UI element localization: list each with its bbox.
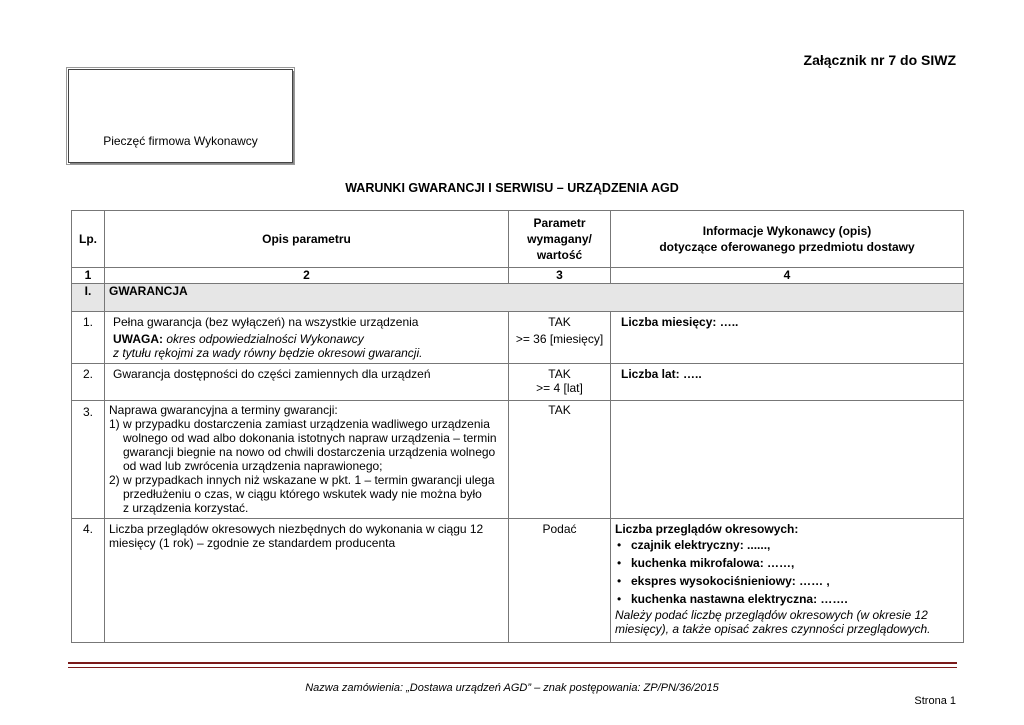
col-number: 1 <box>72 268 105 284</box>
note-label: UWAGA: <box>113 332 163 346</box>
list-item: 2) w przypadkach innych niż wskazane w pkt. 1 – termin gwarancji ulega <box>109 473 495 487</box>
header-param-line2: wymagany/ <box>527 232 592 246</box>
table-row <box>72 401 964 519</box>
param-value: TAK <box>548 315 571 329</box>
company-stamp-box <box>68 69 293 163</box>
stamp-label: Pieczęć firmowa Wykonawcy <box>103 134 258 148</box>
header-param-line3: wartość <box>536 248 583 262</box>
row-lp: 3. <box>72 401 105 519</box>
footer-divider-thin <box>68 667 957 668</box>
list-item: • kuchenka mikrofalowa: ……, <box>615 554 959 572</box>
inspection-list <box>615 536 959 608</box>
section-label: GWARANCJA <box>105 284 964 312</box>
header-lp: Lp. <box>72 211 105 268</box>
row-param <box>509 364 611 401</box>
column-number-row <box>72 268 964 284</box>
col-number: 2 <box>105 268 509 284</box>
document-title: WARUNKI GWARANCJI I SERWISU – URZĄDZENIA AGD <box>345 181 679 195</box>
param-value: TAK <box>548 367 571 381</box>
header-opis: Opis parametru <box>105 211 509 268</box>
param-value-2: >= 4 [lat] <box>536 381 583 395</box>
note-text: okres odpowiedzialności Wykonawcy <box>163 332 364 346</box>
warranty-table <box>71 210 964 643</box>
row-desc-text: Pełna gwarancja (bez wyłączeń) na wszystkie urządzenia <box>113 315 419 329</box>
header-info-line1: Informacje Wykonawcy (opis) <box>702 224 872 238</box>
row-desc-text: Naprawa gwarancyjna a terminy gwarancji: <box>109 403 338 417</box>
row-desc <box>105 312 509 364</box>
note-text-2: z tytułu rękojmi za wady równy będzie okresowi gwarancji. <box>113 346 423 360</box>
section-number: I. <box>72 284 105 312</box>
col-number: 4 <box>611 268 964 284</box>
row-param: Podać <box>509 519 611 643</box>
info-title: Liczba przeglądów okresowych: <box>615 522 799 536</box>
info-note-2: miesięcy), a także opisać zakres czynności przeglądowych. <box>615 622 931 636</box>
row-info <box>611 519 964 643</box>
header-param <box>509 211 611 268</box>
footer-divider <box>68 662 957 664</box>
col-number: 3 <box>509 268 611 284</box>
table-row <box>72 364 964 401</box>
row-desc <box>105 401 509 519</box>
list-item-cont: wolnego od wad albo dokonania istotnych napraw urządzenia – termin <box>123 431 497 445</box>
row-info: Liczba miesięcy: ….. <box>611 312 964 364</box>
row-info <box>611 401 964 519</box>
row-info: Liczba lat: ….. <box>611 364 964 401</box>
annex-label: Załącznik nr 7 do SIWZ <box>803 52 956 68</box>
row-desc <box>105 519 509 643</box>
list-item: 1) w przypadku dostarczenia zamiast urządzenia wadliwego urządzenia <box>109 417 490 431</box>
param-value-2: >= 36 [miesięcy] <box>515 332 604 346</box>
list-item-cont: przedłużeniu o czas, w ciągu którego wskutek wady nie można było <box>123 487 482 501</box>
header-row <box>72 211 964 268</box>
list-item-cont: gwarancji biegnie na nowo od chwili dostarczenia urządzenia wolnego <box>123 445 496 459</box>
row-note <box>113 332 504 346</box>
header-param-line1: Parametr <box>533 216 586 230</box>
row-lp: 4. <box>72 519 105 643</box>
row-lp: 1. <box>72 312 105 364</box>
row-desc-text: Liczba przeglądów okresowych niezbędnych do wykonania w ciągu 12 <box>109 522 484 536</box>
row-param: TAK <box>509 401 611 519</box>
row-param <box>509 312 611 364</box>
table-row <box>72 519 964 643</box>
page-number: Strona 1 <box>914 695 956 707</box>
row-desc: Gwarancja dostępności do części zamiennych dla urządzeń <box>105 364 509 401</box>
header-info <box>611 211 964 268</box>
header-info-line2: dotyczące oferowanego przedmiotu dostawy <box>659 240 915 254</box>
list-item-cont: z urządzenia korzystać. <box>123 501 249 515</box>
row-desc-text-2: miesięcy (1 rok) – zgodnie ze standardem producenta <box>109 536 396 550</box>
list-item-cont: od wad lub zwrócenia urządzenia naprawionego; <box>123 459 383 473</box>
footer-text: Nazwa zamówienia: „Dostawa urządzeń AGD” – znak postępowania: ZP/PN/36/2015 <box>305 682 719 694</box>
info-note: Należy podać liczbę przeglądów okresowych (w okresie 12 <box>615 608 928 622</box>
section-row <box>72 284 964 312</box>
list-item: • czajnik elektryczny: ......, <box>615 536 959 554</box>
table-row <box>72 312 964 364</box>
list-item: • kuchenka nastawna elektryczna: ……. <box>615 590 959 608</box>
row-lp: 2. <box>72 364 105 401</box>
list-item: • ekspres wysokociśnieniowy: …… , <box>615 572 959 590</box>
